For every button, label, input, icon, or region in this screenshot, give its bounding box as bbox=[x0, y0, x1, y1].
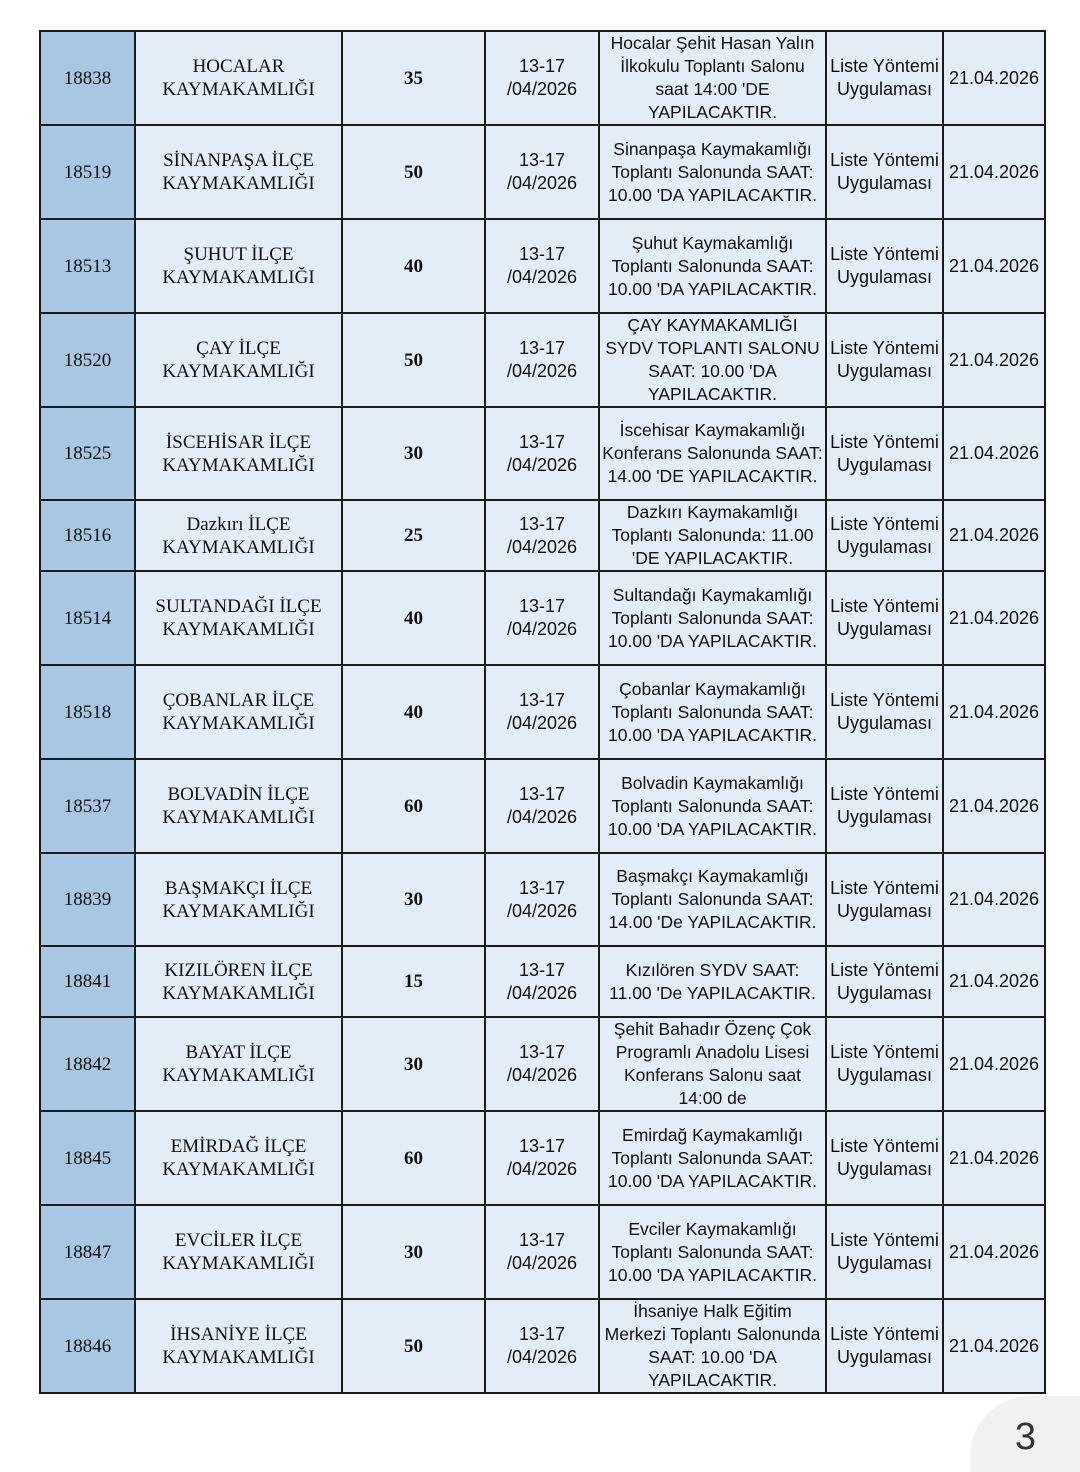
row-dates: 13-17 /04/2026 bbox=[485, 665, 599, 759]
row-id: 18518 bbox=[40, 665, 135, 759]
row-count: 60 bbox=[342, 1111, 485, 1205]
row-place: Dazkırı Kaymakamlığı Toplantı Salonunda: 11.00 'DE YAPILACAKTIR. bbox=[599, 500, 826, 571]
row-name: HOCALAR KAYMAKAMLIĞI bbox=[135, 31, 342, 125]
row-result-date: 21.04.2026 bbox=[943, 313, 1045, 407]
row-place: Emirdağ Kaymakamlığı Toplantı Salonunda SAAT: 10.00 'DA YAPILACAKTIR. bbox=[599, 1111, 826, 1205]
row-count: 25 bbox=[342, 500, 485, 571]
applications-table bbox=[39, 30, 1046, 1394]
row-method: Liste Yöntemi Uygulaması bbox=[826, 1205, 943, 1299]
row-count: 40 bbox=[342, 219, 485, 313]
row-count: 35 bbox=[342, 31, 485, 125]
row-count: 30 bbox=[342, 1017, 485, 1111]
row-result-date: 21.04.2026 bbox=[943, 665, 1045, 759]
table-row bbox=[40, 219, 1045, 313]
row-result-date: 21.04.2026 bbox=[943, 853, 1045, 946]
row-name: KIZILÖREN İLÇE KAYMAKAMLIĞI bbox=[135, 946, 342, 1017]
row-dates: 13-17 /04/2026 bbox=[485, 759, 599, 853]
row-dates: 13-17 /04/2026 bbox=[485, 1299, 599, 1393]
row-count: 60 bbox=[342, 759, 485, 853]
row-dates: 13-17 /04/2026 bbox=[485, 313, 599, 407]
table-row bbox=[40, 1205, 1045, 1299]
row-result-date: 21.04.2026 bbox=[943, 1111, 1045, 1205]
row-name: ŞUHUT İLÇE KAYMAKAMLIĞI bbox=[135, 219, 342, 313]
row-id: 18519 bbox=[40, 125, 135, 219]
row-method: Liste Yöntemi Uygulaması bbox=[826, 407, 943, 500]
row-dates: 13-17 /04/2026 bbox=[485, 125, 599, 219]
row-method: Liste Yöntemi Uygulaması bbox=[826, 759, 943, 853]
row-place: Sultandağı Kaymakamlığı Toplantı Salonunda SAAT: 10.00 'DA YAPILACAKTIR. bbox=[599, 571, 826, 665]
page-number: 3 bbox=[1014, 1416, 1036, 1458]
table-body bbox=[40, 31, 1045, 1393]
table-row bbox=[40, 946, 1045, 1017]
row-name: EMİRDAĞ İLÇE KAYMAKAMLIĞI bbox=[135, 1111, 342, 1205]
row-count: 40 bbox=[342, 665, 485, 759]
table-row bbox=[40, 500, 1045, 571]
row-dates: 13-17 /04/2026 bbox=[485, 571, 599, 665]
row-dates: 13-17 /04/2026 bbox=[485, 500, 599, 571]
table-row bbox=[40, 313, 1045, 407]
row-count: 30 bbox=[342, 1205, 485, 1299]
row-name: EVCİLER İLÇE KAYMAKAMLIĞI bbox=[135, 1205, 342, 1299]
table-row bbox=[40, 759, 1045, 853]
row-place: ÇAY KAYMAKAMLIĞI SYDV TOPLANTI SALONU SAAT: 10.00 'DA YAPILACAKTIR. bbox=[599, 313, 826, 407]
row-method: Liste Yöntemi Uygulaması bbox=[826, 853, 943, 946]
row-place: Çobanlar Kaymakamlığı Toplantı Salonunda SAAT: 10.00 'DA YAPILACAKTIR. bbox=[599, 665, 826, 759]
row-method: Liste Yöntemi Uygulaması bbox=[826, 1111, 943, 1205]
row-dates: 13-17 /04/2026 bbox=[485, 1205, 599, 1299]
row-name: BAYAT İLÇE KAYMAKAMLIĞI bbox=[135, 1017, 342, 1111]
table-row bbox=[40, 665, 1045, 759]
row-method: Liste Yöntemi Uygulaması bbox=[826, 125, 943, 219]
row-place: Evciler Kaymakamlığı Toplantı Salonunda SAAT: 10.00 'DA YAPILACAKTIR. bbox=[599, 1205, 826, 1299]
row-place: Şuhut Kaymakamlığı Toplantı Salonunda SAAT: 10.00 'DA YAPILACAKTIR. bbox=[599, 219, 826, 313]
row-result-date: 21.04.2026 bbox=[943, 759, 1045, 853]
row-name: ÇOBANLAR İLÇE KAYMAKAMLIĞI bbox=[135, 665, 342, 759]
row-count: 30 bbox=[342, 407, 485, 500]
row-id: 18514 bbox=[40, 571, 135, 665]
table-row bbox=[40, 571, 1045, 665]
row-result-date: 21.04.2026 bbox=[943, 219, 1045, 313]
row-place: Bolvadin Kaymakamlığı Toplantı Salonunda SAAT: 10.00 'DA YAPILACAKTIR. bbox=[599, 759, 826, 853]
table-row bbox=[40, 31, 1045, 125]
row-id: 18846 bbox=[40, 1299, 135, 1393]
row-id: 18845 bbox=[40, 1111, 135, 1205]
row-method: Liste Yöntemi Uygulaması bbox=[826, 665, 943, 759]
row-result-date: 21.04.2026 bbox=[943, 125, 1045, 219]
row-method: Liste Yöntemi Uygulaması bbox=[826, 219, 943, 313]
row-dates: 13-17 /04/2026 bbox=[485, 31, 599, 125]
row-id: 18516 bbox=[40, 500, 135, 571]
row-name: BAŞMAKÇI İLÇE KAYMAKAMLIĞI bbox=[135, 853, 342, 946]
row-count: 30 bbox=[342, 853, 485, 946]
row-count: 15 bbox=[342, 946, 485, 1017]
row-place: İhsaniye Halk Eğitim Merkezi Toplantı Salonunda SAAT: 10.00 'DA YAPILACAKTIR. bbox=[599, 1299, 826, 1393]
row-method: Liste Yöntemi Uygulaması bbox=[826, 1017, 943, 1111]
row-result-date: 21.04.2026 bbox=[943, 946, 1045, 1017]
row-name: SULTANDAĞI İLÇE KAYMAKAMLIĞI bbox=[135, 571, 342, 665]
row-result-date: 21.04.2026 bbox=[943, 1017, 1045, 1111]
row-dates: 13-17 /04/2026 bbox=[485, 219, 599, 313]
row-dates: 13-17 /04/2026 bbox=[485, 1111, 599, 1205]
row-id: 18525 bbox=[40, 407, 135, 500]
row-count: 50 bbox=[342, 125, 485, 219]
row-place: İscehisar Kaymakamlığı Konferans Salonunda SAAT: 14.00 'DE YAPILACAKTIR. bbox=[599, 407, 826, 500]
row-place: Kızılören SYDV SAAT: 11.00 'De YAPILACAKTIR. bbox=[599, 946, 826, 1017]
row-id: 18839 bbox=[40, 853, 135, 946]
row-name: Dazkırı İLÇE KAYMAKAMLIĞI bbox=[135, 500, 342, 571]
row-id: 18847 bbox=[40, 1205, 135, 1299]
row-dates: 13-17 /04/2026 bbox=[485, 407, 599, 500]
row-result-date: 21.04.2026 bbox=[943, 407, 1045, 500]
row-method: Liste Yöntemi Uygulaması bbox=[826, 946, 943, 1017]
row-method: Liste Yöntemi Uygulaması bbox=[826, 571, 943, 665]
row-id: 18842 bbox=[40, 1017, 135, 1111]
row-method: Liste Yöntemi Uygulaması bbox=[826, 500, 943, 571]
row-result-date: 21.04.2026 bbox=[943, 1299, 1045, 1393]
row-name: BOLVADİN İLÇE KAYMAKAMLIĞI bbox=[135, 759, 342, 853]
row-method: Liste Yöntemi Uygulaması bbox=[826, 313, 943, 407]
row-method: Liste Yöntemi Uygulaması bbox=[826, 1299, 943, 1393]
table-row bbox=[40, 853, 1045, 946]
row-id: 18838 bbox=[40, 31, 135, 125]
row-count: 50 bbox=[342, 1299, 485, 1393]
table-row bbox=[40, 1299, 1045, 1393]
row-result-date: 21.04.2026 bbox=[943, 1205, 1045, 1299]
row-method: Liste Yöntemi Uygulaması bbox=[826, 31, 943, 125]
row-place: Sinanpaşa Kaymakamlığı Toplantı Salonunda SAAT: 10.00 'DA YAPILACAKTIR. bbox=[599, 125, 826, 219]
row-dates: 13-17 /04/2026 bbox=[485, 946, 599, 1017]
table-row bbox=[40, 125, 1045, 219]
table-row bbox=[40, 1017, 1045, 1111]
row-id: 18841 bbox=[40, 946, 135, 1017]
row-name: ÇAY İLÇE KAYMAKAMLIĞI bbox=[135, 313, 342, 407]
row-dates: 13-17 /04/2026 bbox=[485, 853, 599, 946]
row-id: 18513 bbox=[40, 219, 135, 313]
row-place: Şehit Bahadır Özenç Çok Programlı Anadolu Lisesi Konferans Salonu saat 14:00 de bbox=[599, 1017, 826, 1111]
row-count: 40 bbox=[342, 571, 485, 665]
row-id: 18520 bbox=[40, 313, 135, 407]
row-result-date: 21.04.2026 bbox=[943, 500, 1045, 571]
table-row bbox=[40, 1111, 1045, 1205]
row-result-date: 21.04.2026 bbox=[943, 31, 1045, 125]
row-place: Başmakçı Kaymakamlığı Toplantı Salonunda SAAT: 14.00 'De YAPILACAKTIR. bbox=[599, 853, 826, 946]
row-id: 18537 bbox=[40, 759, 135, 853]
row-result-date: 21.04.2026 bbox=[943, 571, 1045, 665]
row-name: İSCEHİSAR İLÇE KAYMAKAMLIĞI bbox=[135, 407, 342, 500]
row-count: 50 bbox=[342, 313, 485, 407]
table-row bbox=[40, 407, 1045, 500]
row-name: İHSANİYE İLÇE KAYMAKAMLIĞI bbox=[135, 1299, 342, 1393]
row-name: SİNANPAŞA İLÇE KAYMAKAMLIĞI bbox=[135, 125, 342, 219]
row-dates: 13-17 /04/2026 bbox=[485, 1017, 599, 1111]
row-place: Hocalar Şehit Hasan Yalın İlkokulu Toplantı Salonu saat 14:00 'DE YAPILACAKTIR. bbox=[599, 31, 826, 125]
